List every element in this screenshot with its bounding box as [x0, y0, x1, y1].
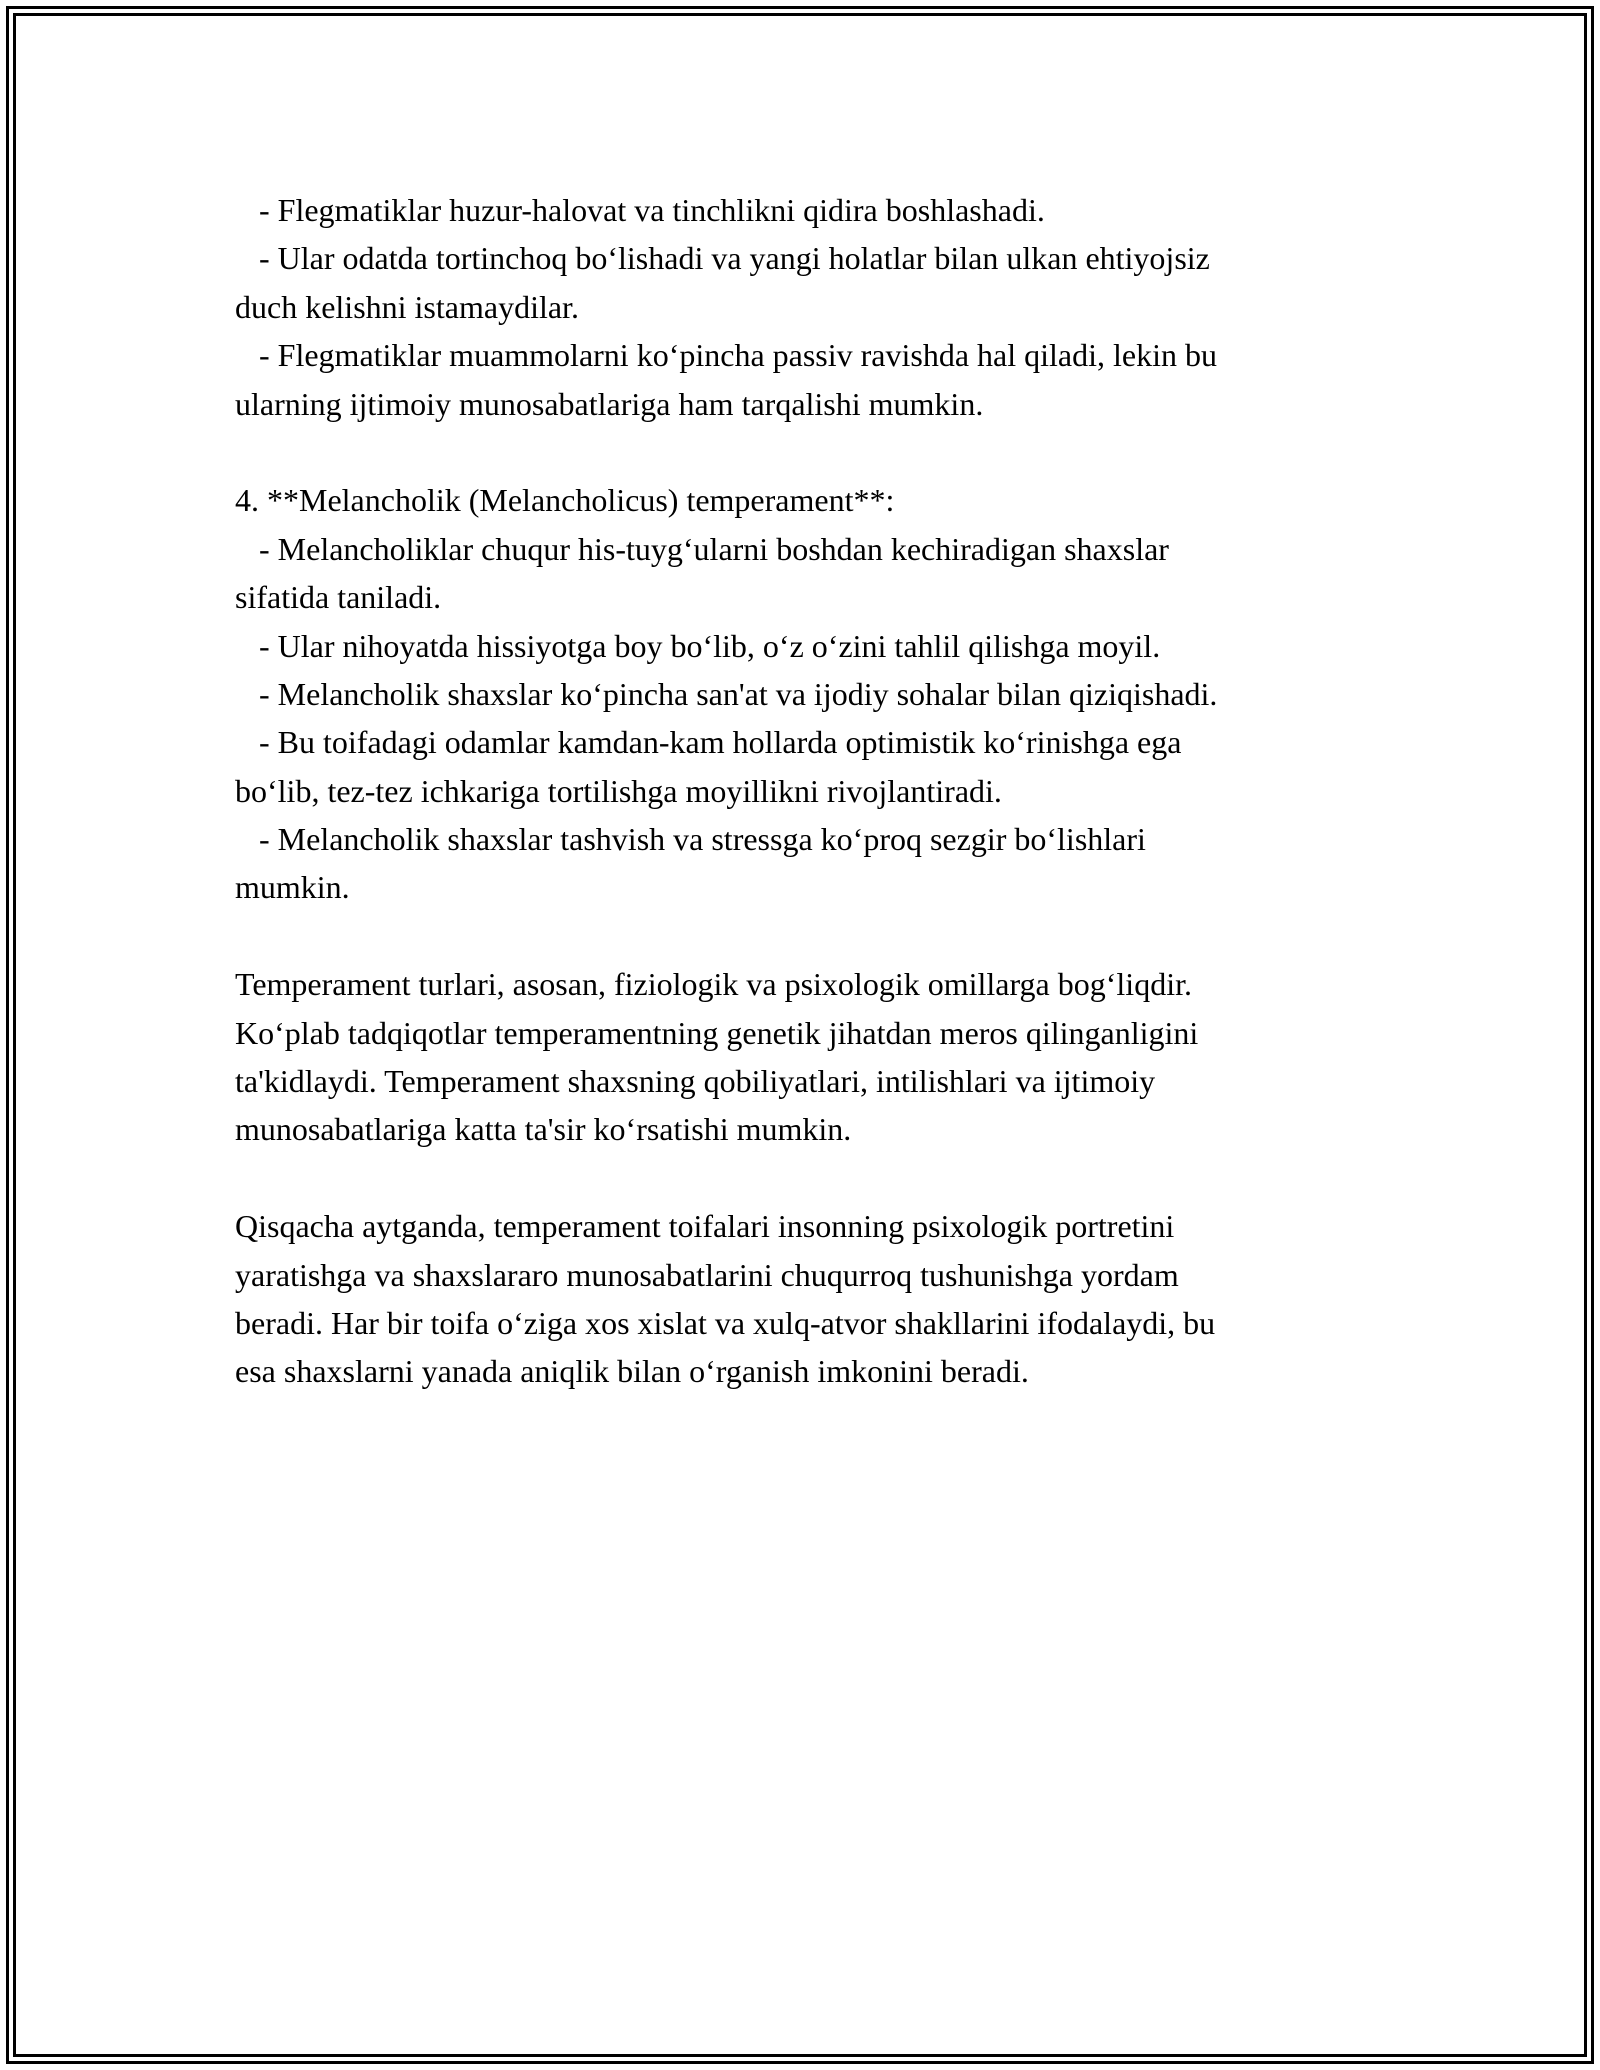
text-line: sifatida taniladi. [235, 579, 442, 616]
text-line: - Bu toifadagi odamlar kamdan-kam hollarda optimistik ko‘rinishga ega [235, 724, 1182, 761]
text-line: Ko‘plab tadqiqotlar temperamentning genetik jihatdan meros qilinganligini [235, 1014, 1199, 1051]
text-line: esa shaxslarni yanada aniqlik bilan o‘rganish imkonini beradi. [235, 1353, 1029, 1390]
text-line: - Melancholik shaxslar tashvish va stressga ko‘proq sezgir bo‘lishlari [235, 821, 1146, 858]
text-line: munosabatlariga katta ta'sir ko‘rsatishi mumkin. [235, 1111, 852, 1148]
text-line: duch kelishni istamaydilar. [235, 288, 579, 325]
text-line: Qisqacha aytganda, temperament toifalari insonning psixologik portretini [235, 1208, 1175, 1245]
text-line: Temperament turlari, asosan, fiziologik va psixologik omillarga bog‘liqdir. [235, 966, 1192, 1003]
text-line: beradi. Har bir toifa o‘ziga xos xislat va xulq-atvor shakllarini ifodalaydi, bu [235, 1304, 1216, 1341]
text-line: yaratishga va shaxslararo munosabatlarini chuqurroq tushunishga yordam [235, 1256, 1179, 1293]
blank-line [235, 912, 1375, 960]
text-line: - Ular odatda tortinchoq bo‘lishadi va yangi holatlar bilan ulkan ehtiyojsiz [235, 240, 1210, 277]
text-line: - Flegmatiklar muammolarni ko‘pincha passiv ravishda hal qiladi, lekin bu [235, 337, 1217, 374]
text-line: - Ular nihoyatda hissiyotga boy bo‘lib, o‘z o‘zini tahlil qilishga moyil. [235, 627, 1161, 664]
text-line: - Flegmatiklar huzur-halovat va tinchlikni qidira boshlashadi. [235, 192, 1045, 228]
text-line: - Melancholik shaxslar ko‘pincha san'at va ijodiy sohalar bilan qiziqishadi. [235, 675, 1218, 712]
text-line: ularning ijtimoiy munosabatlariga ham tarqalishi mumkin. [235, 385, 984, 422]
blank-line [235, 428, 1375, 476]
section-heading: 4. **Melancholik (Melancholicus) temperament**: [235, 482, 895, 519]
text-line: mumkin. [235, 869, 350, 906]
blank-line [235, 1154, 1375, 1202]
text-line: bo‘lib, tez-tez ichkariga tortilishga moyillikni rivojlantiradi. [235, 772, 1002, 809]
text-line: ta'kidlaydi. Temperament shaxsning qobiliyatlari, intilishlari va ijtimoiy [235, 1063, 1156, 1100]
text-line: - Melancholiklar chuqur his-tuyg‘ularni boshdan kechiradigan shaxslar [235, 530, 1169, 567]
document-body [235, 186, 1375, 1396]
